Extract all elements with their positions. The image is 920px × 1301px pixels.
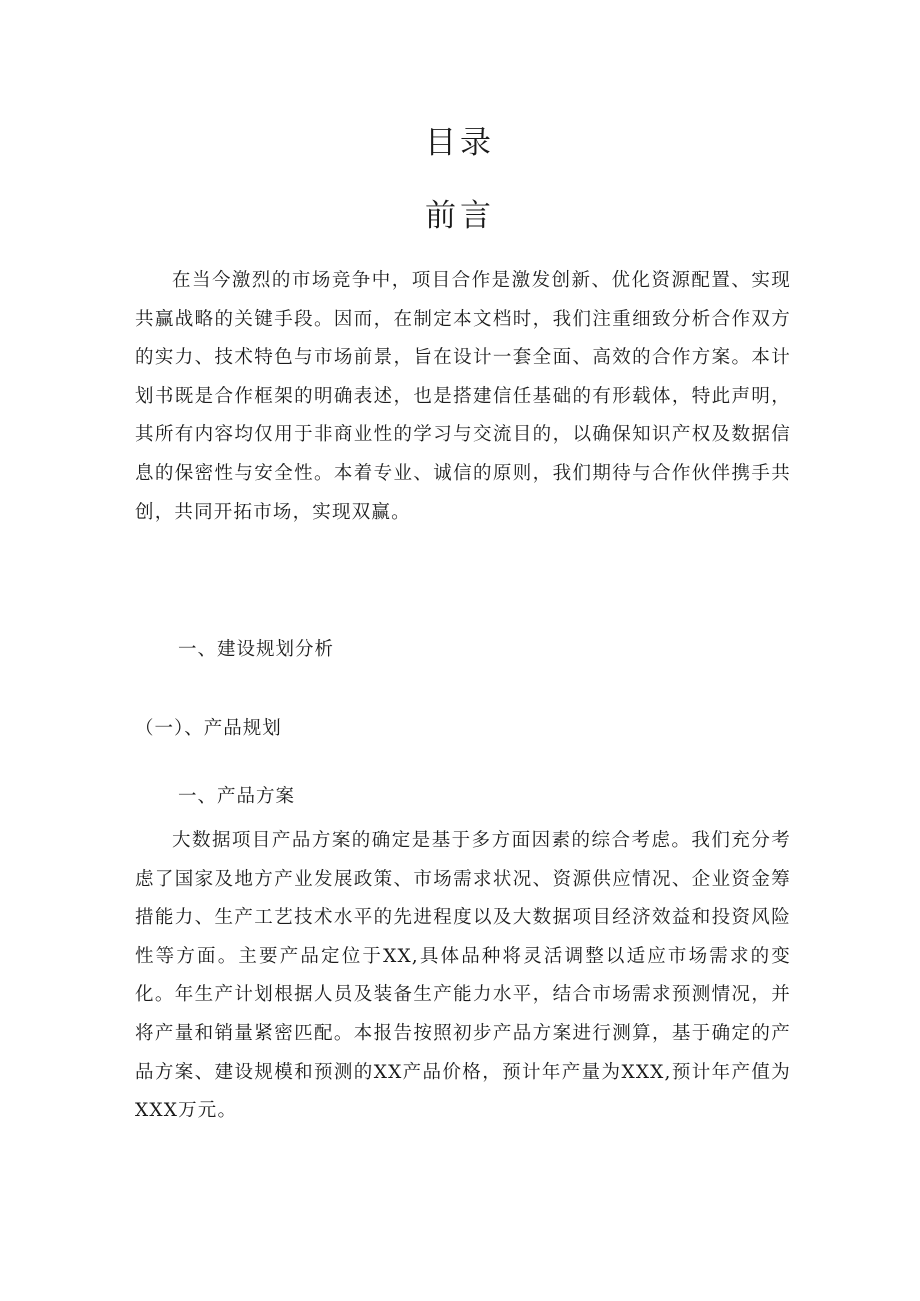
- product-plan-paragraph: 大数据项目产品方案的确定是基于多方面因素的综合考虑。我们充分考虑了国家及地方产业发展政策、市场需求状况、资源供应情况、企业资金筹措能力、生产工艺技术水平的先进程度以及大数据项目经济效益和投资风险性等方面。主要产品定位于XX,具体品种将灵活调整以适应市场需求的变化。年生产计划根据人员及装备生产能力水平，结合市场需求预测情况，并将产量和销量紧密匹配。本报告按照初步产品方案进行测算，基于确定的产品方案、建设规模和预测的XX产品价格，预计年产量为XXX,预计年产值为XXX万元。: [135, 830, 791, 1122]
- preface-title: 前言: [425, 198, 495, 234]
- subsection-heading: （一）、产品规划: [135, 718, 282, 739]
- item-heading: 一、产品方案: [178, 786, 296, 807]
- toc-title: 目录: [425, 125, 495, 161]
- section-heading: 一、建设规划分析: [178, 639, 335, 660]
- preface-paragraph: 在当今激烈的市场竞争中，项目合作是激发创新、优化资源配置、实现共赢战略的关键手段。因而，在制定本文档时，我们注重细致分析合作双方的实力、技术特色与市场前景，旨在设计一套全面、高效的合作方案。本计划书既是合作框架的明确表述，也是搭建信任基础的有形载体，特此声明，其所有内容均仅用于非商业性的学习与交流目的，以确保知识产权及数据信息的保密性与安全性。本着专业、诚信的原则，我们期待与合作伙伴携手共创，共同开拓市场，实现双赢。: [135, 270, 791, 523]
